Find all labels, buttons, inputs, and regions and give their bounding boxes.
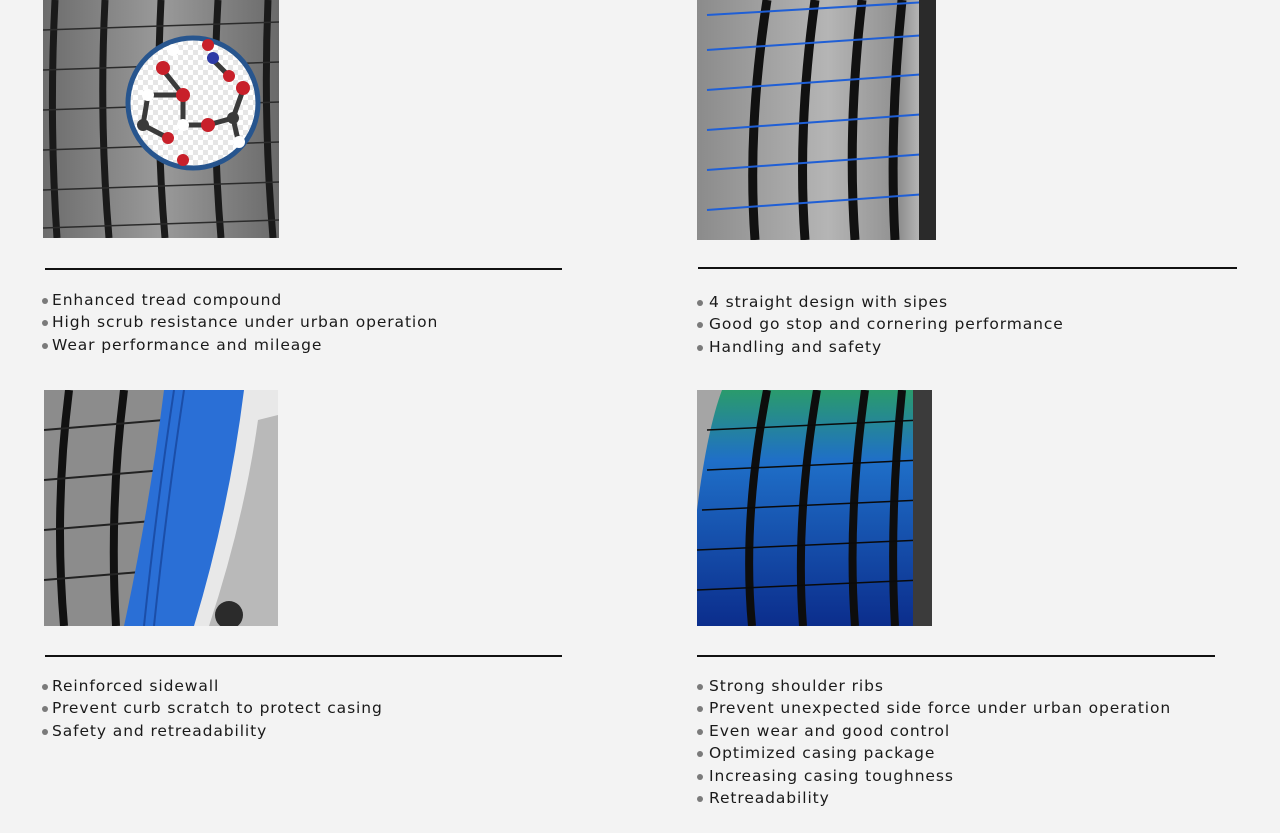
- section-divider: [45, 655, 562, 657]
- list-item: Reinforced sidewall: [42, 675, 383, 697]
- shoulder-feature-list: [697, 675, 1171, 809]
- tread-compound-molecule-image: [43, 0, 279, 238]
- sidewall-feature-list: [42, 675, 383, 742]
- list-item: Wear performance and mileage: [42, 334, 438, 356]
- section-divider: [697, 655, 1215, 657]
- compound-feature-list: [42, 289, 438, 356]
- list-item: Even wear and good control: [697, 720, 1171, 742]
- list-item: Safety and retreadability: [42, 720, 383, 742]
- section-divider: [45, 268, 562, 270]
- list-item: Prevent curb scratch to protect casing: [42, 697, 383, 719]
- list-item: High scrub resistance under urban operation: [42, 311, 438, 333]
- section-divider: [698, 267, 1237, 269]
- list-item: Optimized casing package: [697, 742, 1171, 764]
- list-item: Increasing casing toughness: [697, 765, 1171, 787]
- straight-groove-tread-image: [697, 0, 936, 240]
- list-item: Prevent unexpected side force under urban operation: [697, 697, 1171, 719]
- straight-feature-list: [697, 291, 1064, 358]
- list-item: Retreadability: [697, 787, 1171, 809]
- list-item: 4 straight design with sipes: [697, 291, 1064, 313]
- shoulder-rib-gradient-image: [697, 390, 932, 626]
- list-item: Handling and safety: [697, 336, 1064, 358]
- list-item: Enhanced tread compound: [42, 289, 438, 311]
- list-item: Good go stop and cornering performance: [697, 313, 1064, 335]
- list-item: Strong shoulder ribs: [697, 675, 1171, 697]
- reinforced-sidewall-image: [44, 390, 278, 626]
